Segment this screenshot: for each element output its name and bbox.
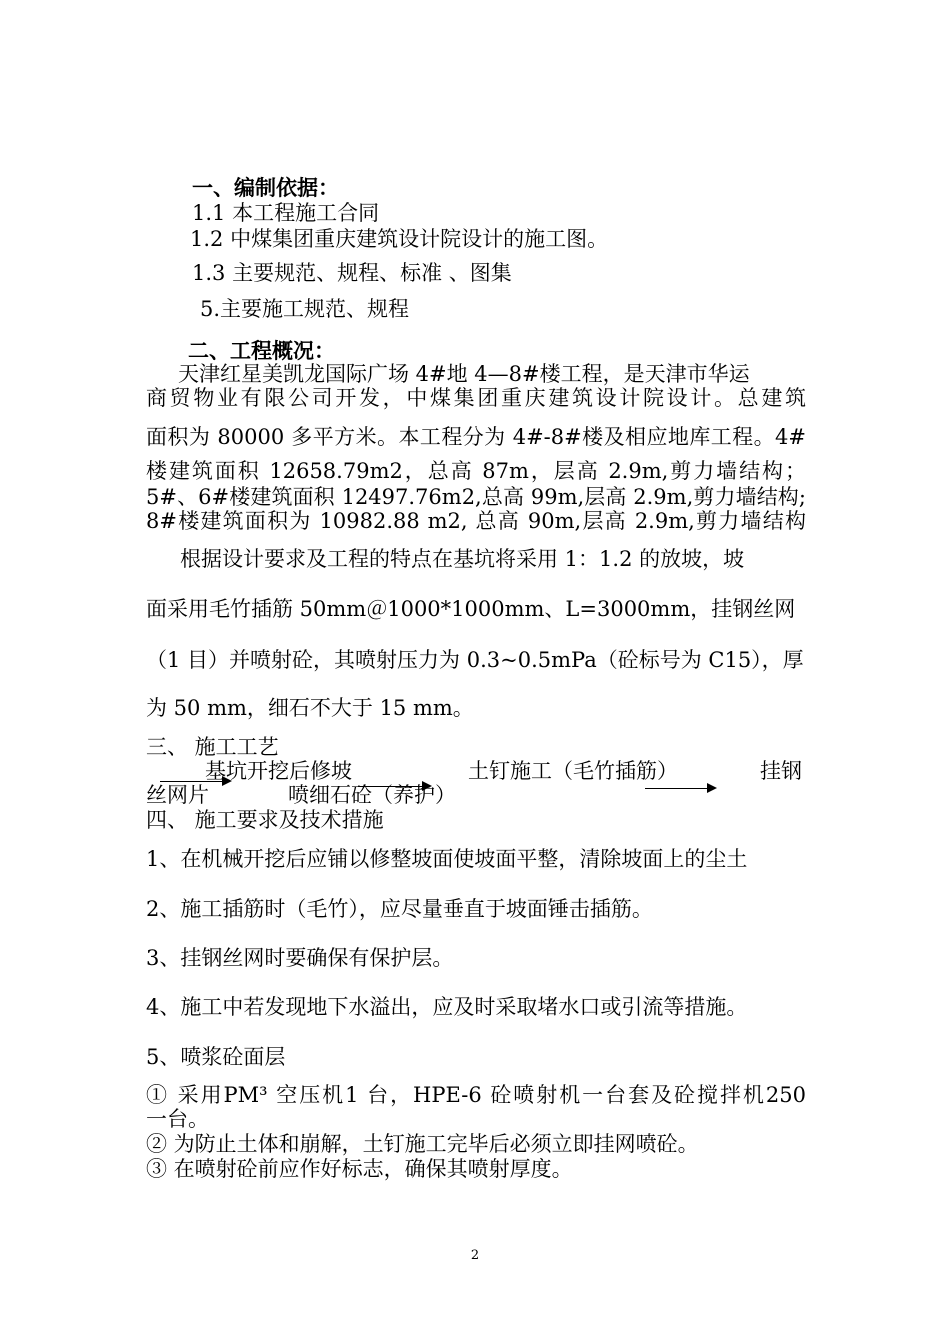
flow-arrow-icon xyxy=(160,781,230,782)
requirement-item: 3、挂钢丝网时要确保有保护层。 xyxy=(146,946,454,970)
basis-item-1: 1.1 本工程施工合同 xyxy=(192,201,380,225)
section-heading-process: 三、 施工工艺 xyxy=(146,735,279,759)
process-step-excavation: 基坑开挖后修坡 xyxy=(205,759,352,783)
basis-item-4: 5.主要施工规范、规程 xyxy=(200,297,410,321)
flow-arrow-icon xyxy=(360,786,430,787)
overview-line: 面积为 80000 多平方米。本工程分为 4#-8#楼及相应地库工程。4# xyxy=(146,425,806,449)
section-heading-requirements: 四、 施工要求及技术措施 xyxy=(146,808,384,832)
overview-line: 天津红星美凯龙国际广场 4#地 4—8#楼工程，是天津市华运 xyxy=(178,362,750,386)
slope-line: 根据设计要求及工程的特点在基坑将采用 1：1.2 的放坡，坡 xyxy=(180,547,745,571)
equipment-item: ③ 在喷射砼前应作好标志，确保其喷射厚度。 xyxy=(146,1157,573,1181)
flow-arrow-icon xyxy=(645,788,715,789)
process-step-mesh: 挂钢 xyxy=(760,759,802,783)
page-number: 2 xyxy=(470,1248,480,1263)
section-heading-overview: 二、工程概况： xyxy=(188,338,335,363)
equipment-item-cont: 一台。 xyxy=(146,1107,209,1131)
slope-line: （1 目）并喷射砼，其喷射压力为 0.3~0.5mPa（砼标号为 C15），厚 xyxy=(146,648,804,672)
requirement-item: 2、施工插筋时（毛竹），应尽量垂直于坡面锤击插筋。 xyxy=(146,897,653,921)
requirement-item: 4、施工中若发现地下水溢出，应及时采取堵水口或引流等措施。 xyxy=(146,995,748,1019)
process-step-soil-nail: 土钉施工（毛竹插筋） xyxy=(468,759,678,783)
overview-line: 8#楼建筑面积为 10982.88 m2, 总高 90m,层高 2.9m,剪力墙结构 xyxy=(146,509,806,533)
slope-line: 为 50 mm，细石不大于 15 mm。 xyxy=(146,696,474,720)
process-step-mesh-cont: 丝网片 xyxy=(146,783,209,807)
section-heading-basis: 一、编制依据： xyxy=(192,175,339,200)
overview-line: 楼建筑面积 12658.79m2，总高 87m，层高 2.9m,剪力墙结构； xyxy=(146,459,806,483)
basis-item-3: 1.3 主要规范、规程、标准 、图集 xyxy=(192,261,512,285)
equipment-item: ① 采用PM³ 空压机1 台，HPE-6 砼喷射机一台套及砼搅拌机250 xyxy=(146,1083,806,1107)
basis-item-2: 1.2 中煤集团重庆建筑设计院设计的施工图。 xyxy=(190,227,609,251)
equipment-item: ② 为防止土体和崩解，土钉施工完毕后必须立即挂网喷砼。 xyxy=(146,1132,699,1156)
overview-line: 5#、6#楼建筑面积 12497.76m2,总高 99m,层高 2.9m,剪力墙结构; xyxy=(146,485,806,509)
requirement-item: 1、在机械开挖后应铺以修整坡面使坡面平整，清除坡面上的尘土 xyxy=(146,847,748,871)
requirement-item: 5、喷浆砼面层 xyxy=(146,1045,286,1069)
overview-line: 商贸物业有限公司开发，中煤集团重庆建筑设计院设计。总建筑 xyxy=(146,386,806,410)
process-step-spray: 喷细石砼（养护） xyxy=(288,783,456,807)
slope-line: 面采用毛竹插筋 50mm＠1000*1000mm、L=3000mm，挂钢丝网 xyxy=(146,597,796,621)
